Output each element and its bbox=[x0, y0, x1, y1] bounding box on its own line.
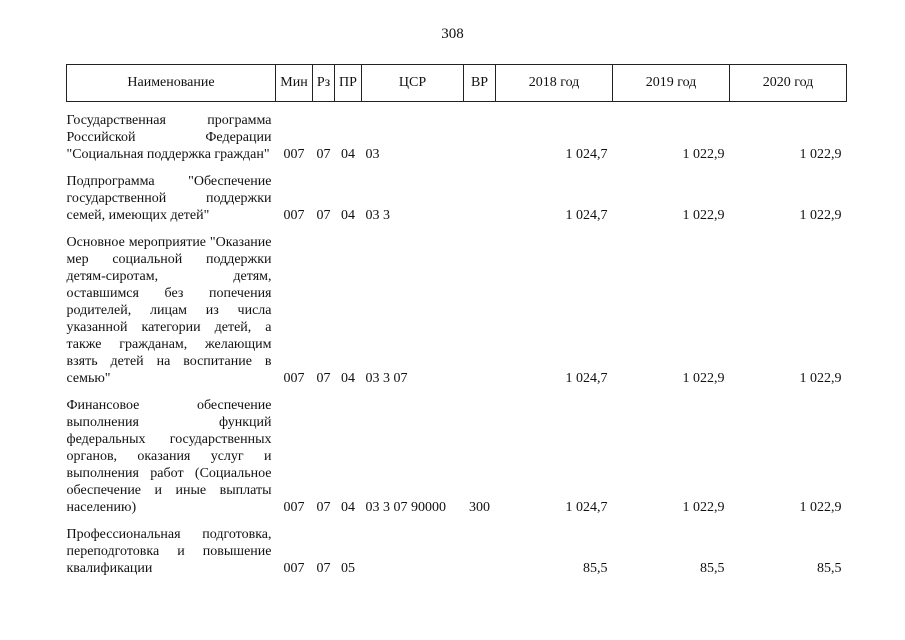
row-vr: 300 bbox=[469, 500, 490, 515]
row-min: 007 bbox=[283, 500, 305, 515]
row-name: Основное мероприятие "Оказание мер социальной поддержки детям-сиротам, детям, оставшимся без попечения родителей, лицам из числа указанной категории детей, а также гражданам, желающим взять детей на воспитание в семью" bbox=[66, 235, 272, 386]
header-vr: ВР bbox=[464, 65, 496, 102]
row-2018: 1 024,7 bbox=[565, 147, 608, 162]
row-2019: 1 022,9 bbox=[682, 208, 725, 223]
row-2020: 1 022,9 bbox=[799, 371, 842, 386]
row-name: Государственная программа Российской Федерации "Социальная поддержка граждан" bbox=[66, 113, 272, 162]
row-2018: 1 024,7 bbox=[565, 208, 608, 223]
row-rz: 07 bbox=[316, 561, 331, 576]
row-vr bbox=[464, 516, 496, 577]
row-name: Подпрограмма "Обеспечение государственной поддержки семей, имеющих детей" bbox=[66, 174, 272, 223]
row-2020: 1 022,9 bbox=[799, 208, 842, 223]
header-pr: ПР bbox=[335, 65, 362, 102]
row-2018: 1 024,7 bbox=[565, 371, 608, 386]
header-2020: 2020 год bbox=[730, 65, 847, 102]
table-row bbox=[67, 224, 847, 387]
row-rz: 07 bbox=[316, 371, 331, 386]
row-csr: 03 3 07 bbox=[365, 371, 408, 386]
header-rz: Рз bbox=[313, 65, 335, 102]
row-pr: 05 bbox=[341, 561, 355, 576]
table-header bbox=[67, 65, 847, 102]
row-rz: 07 bbox=[316, 147, 331, 162]
table-row bbox=[67, 163, 847, 224]
row-rz: 07 bbox=[316, 208, 331, 223]
row-2020: 1 022,9 bbox=[799, 147, 842, 162]
table-body bbox=[67, 102, 847, 578]
header-2019: 2019 год bbox=[613, 65, 730, 102]
row-2020: 85,5 bbox=[817, 561, 842, 576]
row-vr bbox=[464, 163, 496, 224]
budget-table bbox=[66, 64, 847, 577]
header-2018: 2018 год bbox=[496, 65, 613, 102]
header-name: Наименование bbox=[67, 65, 276, 102]
row-min: 007 bbox=[283, 208, 305, 223]
row-2019: 1 022,9 bbox=[682, 147, 725, 162]
row-pr: 04 bbox=[341, 208, 355, 223]
table-row bbox=[67, 102, 847, 164]
row-2020: 1 022,9 bbox=[799, 500, 842, 515]
row-2018: 85,5 bbox=[583, 561, 608, 576]
header-csr: ЦСР bbox=[362, 65, 464, 102]
row-min: 007 bbox=[283, 147, 305, 162]
row-vr bbox=[464, 224, 496, 387]
row-2018: 1 024,7 bbox=[565, 500, 608, 515]
row-pr: 04 bbox=[341, 500, 355, 515]
table-row bbox=[67, 387, 847, 516]
row-csr: 03 3 bbox=[365, 208, 390, 223]
row-min: 007 bbox=[283, 371, 305, 386]
row-csr: 03 bbox=[365, 147, 380, 162]
row-name: Финансовое обеспечение выполнения функций федеральных государственных органов, оказания услуг и выполнения работ (Социальное обеспечение и иные выплаты населению) bbox=[66, 398, 272, 515]
row-pr: 04 bbox=[341, 371, 355, 386]
row-min: 007 bbox=[283, 561, 305, 576]
row-2019: 85,5 bbox=[700, 561, 725, 576]
row-csr bbox=[362, 516, 464, 577]
row-csr: 03 3 07 90000 bbox=[365, 500, 446, 515]
row-rz: 07 bbox=[316, 500, 331, 515]
row-vr bbox=[464, 102, 496, 164]
row-pr: 04 bbox=[341, 147, 355, 162]
page-number: 308 bbox=[441, 26, 464, 42]
row-2019: 1 022,9 bbox=[682, 500, 725, 515]
table-row bbox=[67, 516, 847, 577]
row-name: Профессиональная подготовка, переподготовка и повышение квалификации bbox=[66, 527, 272, 576]
header-min: Мин bbox=[276, 65, 313, 102]
row-2019: 1 022,9 bbox=[682, 371, 725, 386]
